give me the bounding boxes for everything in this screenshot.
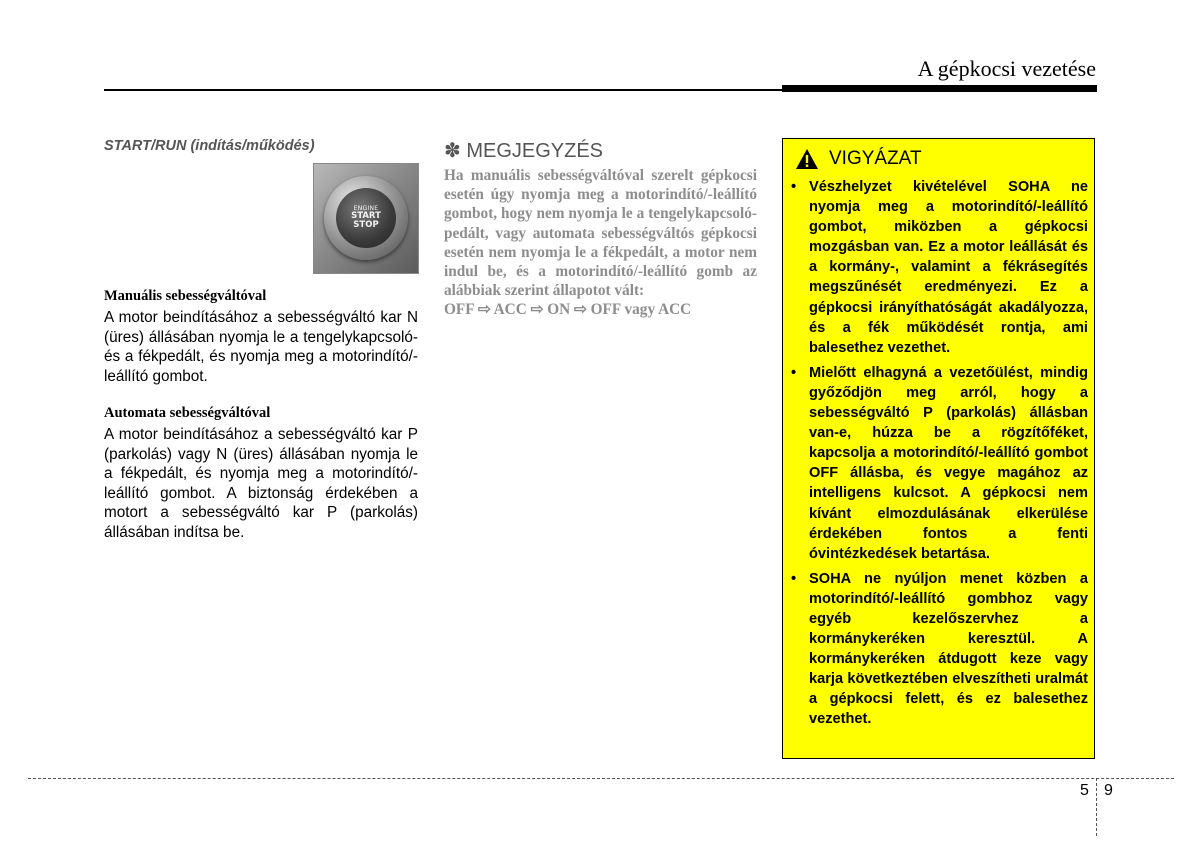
note-title: MEGJEGYZÉS bbox=[466, 140, 604, 162]
caution-list bbox=[791, 177, 1088, 735]
note-text: Ha manuális sebességváltóval szerelt gépkocsi esetén úgy nyomja meg a motorindító/-leállító gombot, hogy nem nyomja le a tengelykapcsoló-pedált, vagy automata sebességváltós gépkocsi esetén nem nyomja le a fékpedált, a motor nem indul be, és a motorindító/-leállító gomb az alábbiak szerint állapotot vált: bbox=[444, 167, 757, 300]
caution-item-text: Vészhelyzet kivételével SOHA ne nyomja meg a motorindító/-leállító gombot, miközben a gépkocsi mozgásban van. Ez a motor leállását és a kormány-, valamint a fékrásegítés megszűnését eredményezi. Ez a gépkocsi irányíthatóságát akadályozza, és a fék működését rontja, ami balesethez vezethet. bbox=[809, 179, 1088, 356]
page-number: 9 bbox=[1104, 782, 1113, 799]
button-label-stop: STOP bbox=[353, 220, 379, 231]
warning-triangle-icon bbox=[795, 148, 819, 170]
header-rule-thick bbox=[782, 85, 1097, 92]
bullet: • bbox=[791, 364, 797, 381]
note-symbol-icon: ✽ bbox=[444, 140, 461, 162]
header-rule bbox=[104, 89, 782, 91]
note-heading bbox=[444, 138, 757, 163]
button-ring bbox=[324, 176, 408, 260]
page-title: A gépkocsi vezetése bbox=[917, 56, 1096, 81]
caution-box bbox=[782, 138, 1095, 759]
button-label-start: START bbox=[351, 211, 381, 222]
manual-heading: Manuális sebességváltóval bbox=[104, 288, 267, 304]
bullet: • bbox=[791, 570, 797, 587]
section-label: START/RUN (indítás/működés) bbox=[104, 138, 315, 154]
caution-header bbox=[795, 147, 922, 171]
button-label-engine: ENGINE bbox=[353, 204, 379, 212]
note-sequence: OFF ⇨ ACC ⇨ ON ⇨ OFF vagy ACC bbox=[444, 301, 692, 319]
automatic-heading: Automata sebességváltóval bbox=[104, 405, 271, 421]
caution-item-text: SOHA ne nyúljon menet közben a motorindító/-leállító gombhoz vagy egyéb kezelőszervhez a kormánykeréken keresztül. A kormánykeréken átdugott keze vagy karja következtében elveszítheti uralmát a gépkocsi felett, és ez balesethez vezethet. bbox=[809, 570, 1088, 728]
automatic-text: A motor beindításához a sebességváltó kar P (parkolás) vagy N (üres) állásában nyomja le a fékpedált, és nyomja meg a motorindító/-leállító gombot. A biztonság érdekében a motort a sebességváltó kar P (parkolás) állásában indítsa be. bbox=[104, 426, 418, 541]
chapter-number: 5 bbox=[1080, 782, 1089, 799]
caution-item-text: Mielőtt elhagyná a vezetőülést, mindig győződjön meg arról, hogy a sebességváltó P (parkolás) állásban van-e, húzza be a rögzítőféket, kapcsolja a motorindító/-leállító gombot OFF állásba, és vegye magához az intelligens kulcsot. A gépkocsi nem kívánt elmozdulásának elkerülése érdekében fontos a fenti óvintézkedések betartása. bbox=[809, 364, 1088, 562]
button-face bbox=[336, 188, 396, 248]
caution-item bbox=[791, 177, 1088, 358]
caution-item bbox=[791, 363, 1088, 564]
footer-vertical-divider bbox=[1096, 778, 1097, 836]
bullet: • bbox=[791, 179, 797, 195]
footer-divider bbox=[28, 778, 1174, 779]
manual-text: A motor beindításához a sebességváltó kar N (üres) állásában nyomja le a tengelykapcsoló- és a fékpedált, és nyomja meg a motorindító/-leállító gombot. bbox=[104, 309, 418, 385]
caution-title: VIGYÁZAT bbox=[829, 148, 922, 169]
left-column bbox=[104, 138, 418, 542]
caution-item bbox=[791, 569, 1088, 730]
engine-start-button-image bbox=[313, 163, 419, 274]
note-column bbox=[444, 138, 757, 319]
